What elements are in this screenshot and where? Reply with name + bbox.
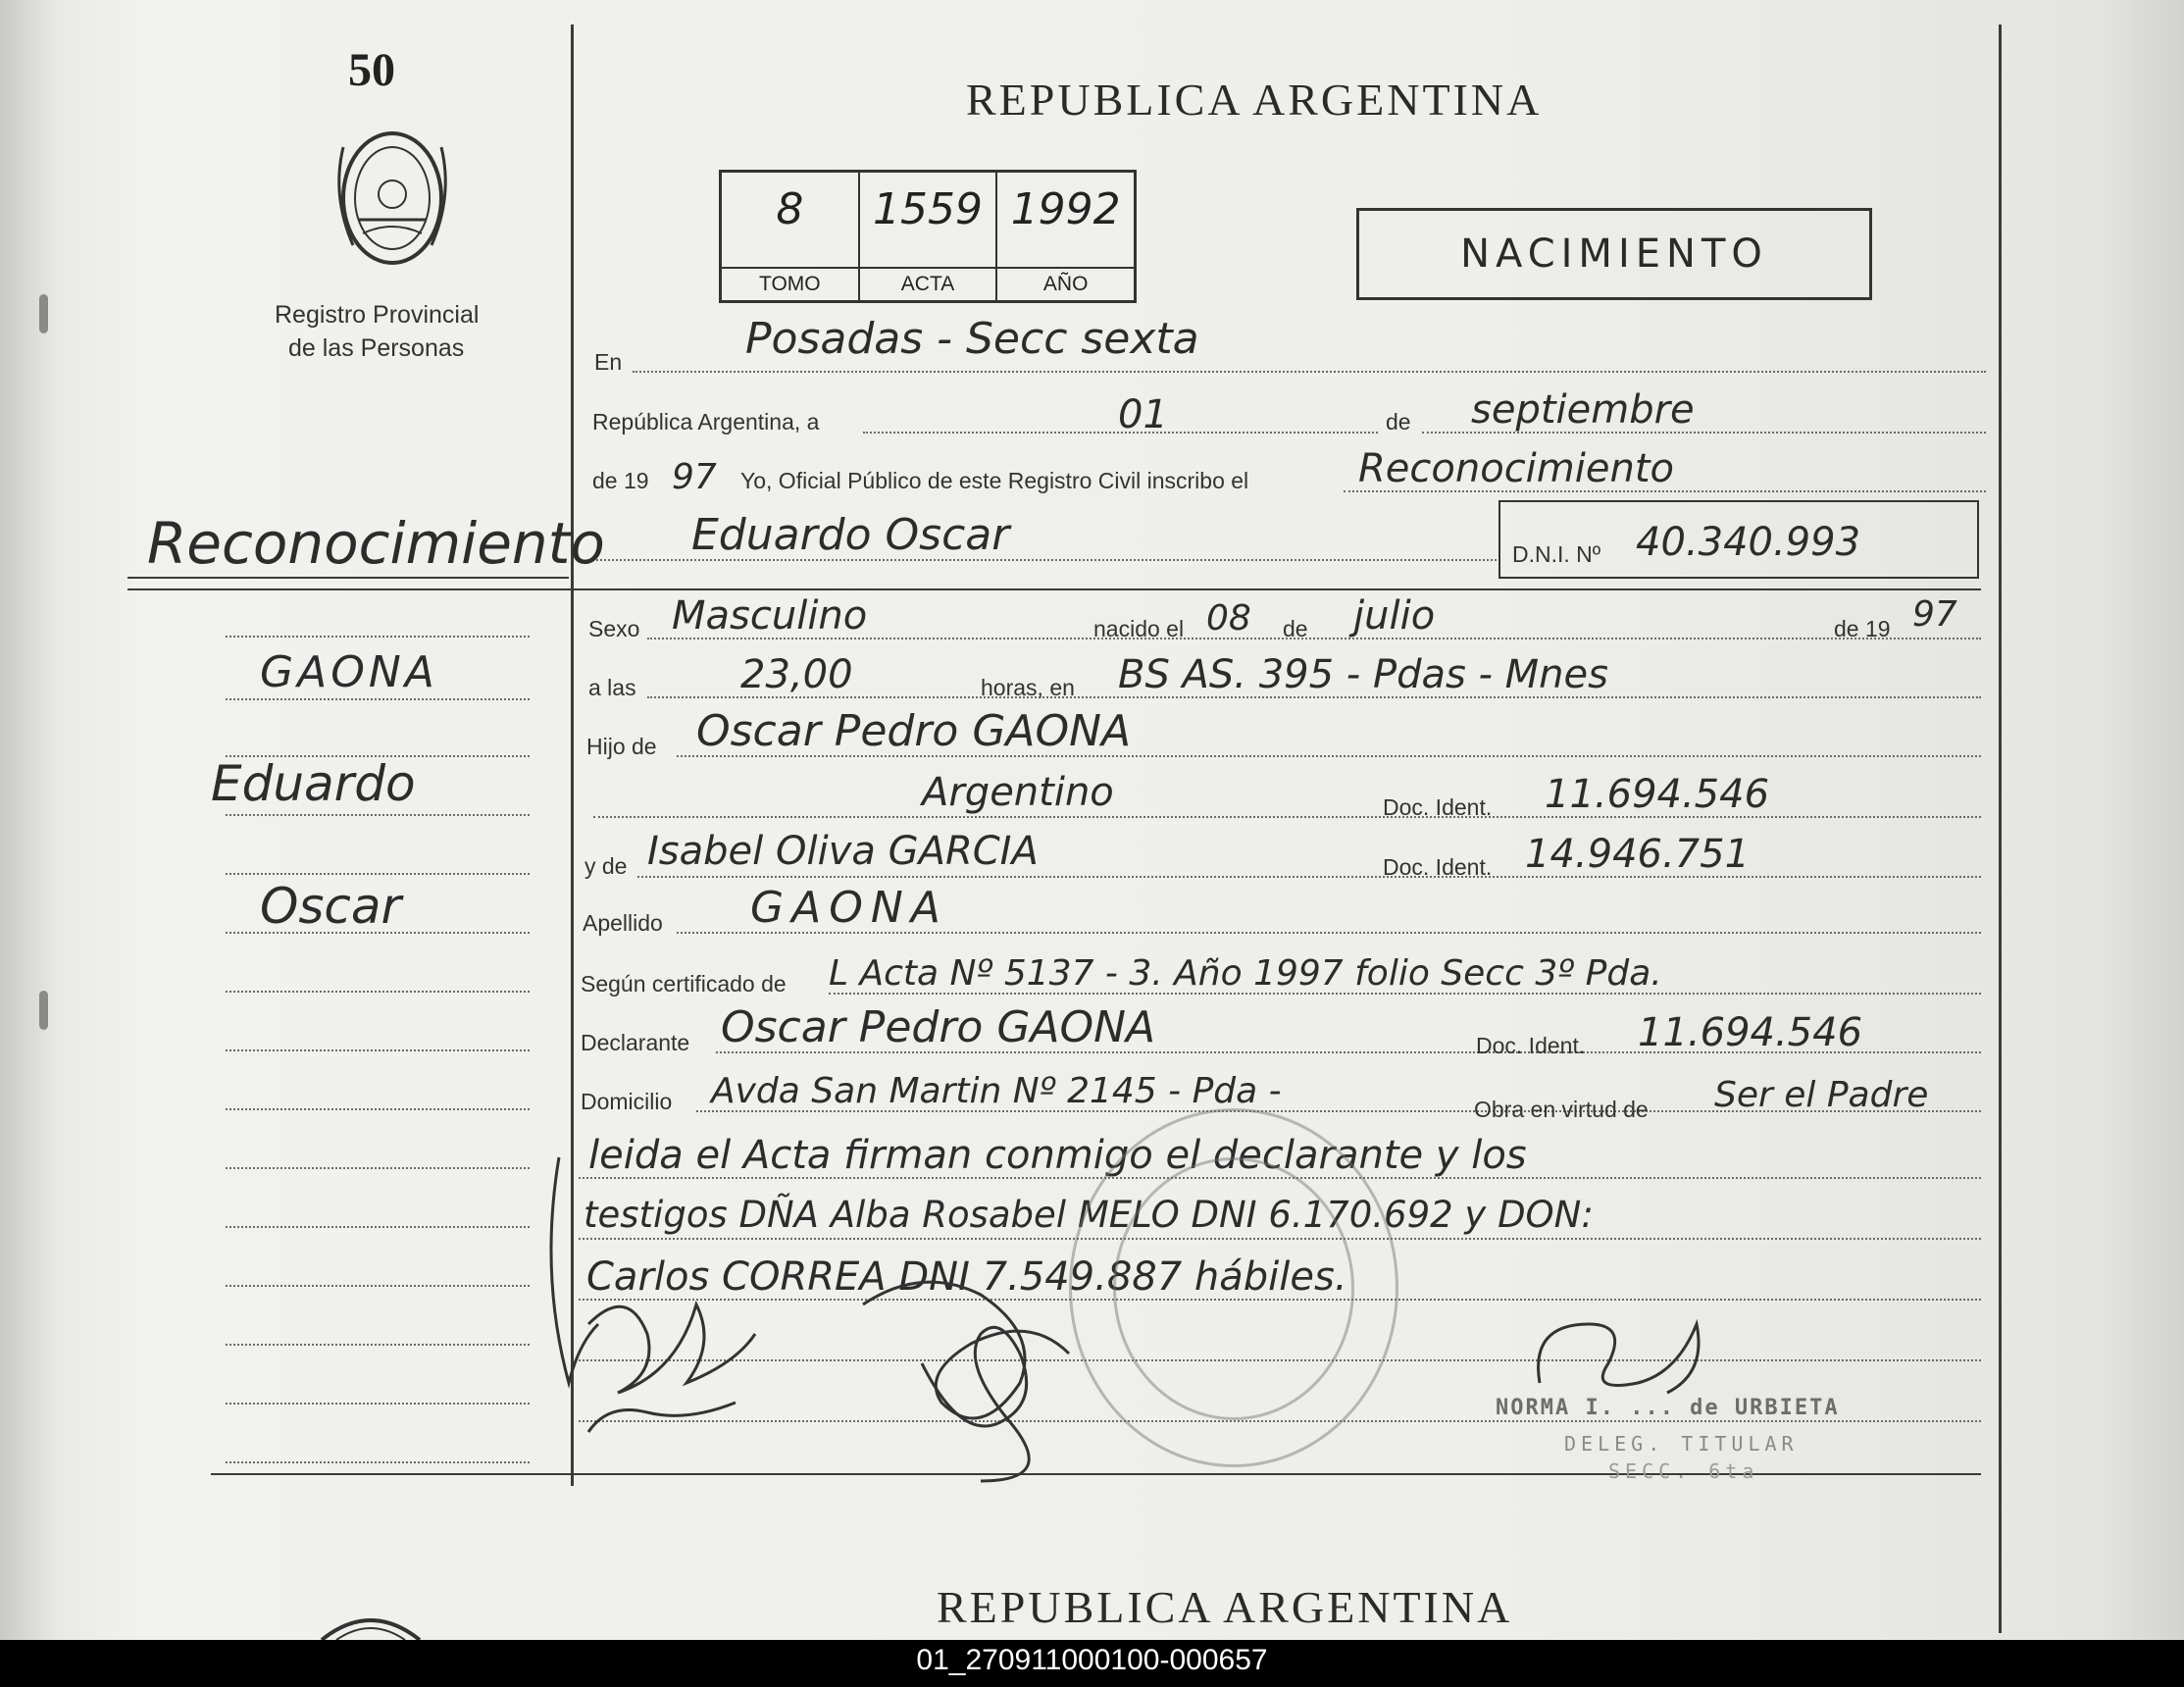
a-las-label: a las <box>588 675 636 700</box>
margin-line <box>226 1226 530 1228</box>
anio-value: 1992 <box>1010 184 1121 234</box>
margin-title: Reconocimiento <box>147 510 605 577</box>
segun-label: Según certificado de <box>581 971 787 997</box>
observation-line-3: Carlos CORREA DNI 7.549.887 hábiles. <box>586 1254 1347 1300</box>
nacido-el-label: nacido el <box>1093 616 1185 641</box>
margin-line <box>226 1344 530 1346</box>
margin-line <box>226 1461 530 1463</box>
tomo-cell <box>722 173 860 300</box>
act-type-value: Reconocimiento <box>1358 446 1674 491</box>
declarante-label: Declarante <box>581 1030 690 1055</box>
margin-line <box>226 698 530 700</box>
address-value: Avda San Martin Nº 2145 - Pda - <box>711 1071 1282 1111</box>
acta-cell <box>860 173 998 300</box>
father-nationality-value: Argentino <box>922 770 1114 815</box>
father-doc-value: 11.694.546 <box>1545 772 1770 817</box>
record-type-badge: NACIMIENTO <box>1356 208 1872 300</box>
sex-value: Masculino <box>672 593 868 639</box>
registry-name-line2: de las Personas <box>288 334 465 362</box>
dni-label: D.N.I. Nº <box>1512 541 1601 567</box>
sexo-label: Sexo <box>588 616 640 641</box>
surname-value: GAONA <box>750 883 948 933</box>
declarant-doc-value: 11.694.546 <box>1638 1010 1863 1055</box>
margin-line <box>226 873 530 875</box>
next-record-title: REPUBLICA ARGENTINA <box>937 1582 1513 1632</box>
margin-line <box>226 991 530 993</box>
de-19-label: de 19 <box>592 468 649 493</box>
provincial-coat-of-arms-icon <box>312 1609 430 1640</box>
official-stamp-line1: NORMA I. ... de URBIETA <box>1496 1396 1840 1420</box>
birth-month-value: julio <box>1353 593 1436 639</box>
margin-firstname: Eduardo <box>211 755 416 812</box>
field-line <box>637 876 1981 878</box>
doc-ident-label-2: Doc. Ident. <box>1383 854 1493 880</box>
dni-value: 40.340.993 <box>1636 520 1861 565</box>
margin-line <box>226 1049 530 1051</box>
field-line <box>633 371 1986 373</box>
binding-hole <box>39 294 48 333</box>
margin-middlename: Oscar <box>260 878 402 935</box>
month-value: septiembre <box>1471 387 1695 433</box>
republica-label: República Argentina, a <box>592 409 820 435</box>
year-suffix-value: 97 <box>672 457 717 497</box>
binding-hole <box>39 991 48 1030</box>
mother-doc-value: 14.946.751 <box>1525 832 1751 877</box>
margin-line <box>226 1285 530 1287</box>
margin-line <box>226 1167 530 1169</box>
obra-label: Obra en virtud de <box>1474 1097 1649 1122</box>
declarant-value: Oscar Pedro GAONA <box>721 1002 1156 1052</box>
anio-label: AÑO <box>997 267 1134 300</box>
record-number-box <box>719 170 1137 303</box>
image-caption: 01_270911000100-000657 <box>916 1644 1268 1676</box>
de-year-label: de 19 <box>1834 616 1891 641</box>
acta-value: 1559 <box>873 184 983 234</box>
margin-surname: GAONA <box>260 647 438 697</box>
y-de-label: y de <box>584 853 628 879</box>
father-name-value: Oscar Pedro GAONA <box>696 706 1132 756</box>
acta-label: ACTA <box>860 267 996 300</box>
registry-name-line1: Registro Provincial <box>275 301 480 329</box>
en-label: En <box>594 349 623 375</box>
header-title: REPUBLICA ARGENTINA <box>966 75 1543 125</box>
hijo-de-label: Hijo de <box>586 734 657 759</box>
apellido-label: Apellido <box>583 910 663 936</box>
place-value: Posadas - Secc sexta <box>745 314 1199 364</box>
oficial-label: Yo, Oficial Público de este Registro Civil inscribo el <box>740 468 1249 493</box>
official-stamp-line2: DELEG. TITULAR <box>1564 1432 1799 1456</box>
margin-line <box>226 1403 530 1405</box>
mother-name-value: Isabel Oliva GARCIA <box>647 829 1039 874</box>
provincial-coat-of-arms-icon <box>324 118 461 275</box>
field-line <box>593 816 1981 818</box>
de-label: de <box>1386 409 1411 435</box>
observation-line-2: testigos DÑA Alba Rosabel MELO DNI 6.170.692 y DON: <box>584 1194 1594 1236</box>
birth-place-value: BS AS. 395 - Pdas - Mnes <box>1118 652 1608 697</box>
margin-title-underline <box>127 577 569 579</box>
margin-line <box>226 1108 530 1110</box>
signatures-graphic <box>530 1138 2020 1530</box>
birth-day-value: 08 <box>1206 598 1251 639</box>
day-value: 01 <box>1118 392 1168 437</box>
tomo-value: 8 <box>776 184 804 234</box>
margin-line <box>226 814 530 816</box>
tomo-label: TOMO <box>722 267 858 300</box>
official-stamp-line3: SECC. 6ta <box>1608 1459 1759 1483</box>
margin-line <box>226 636 530 638</box>
doc-ident-label-3: Doc. Ident. <box>1476 1033 1586 1058</box>
child-name-value: Eduardo Oscar <box>691 510 1010 560</box>
observation-line-1: leida el Acta firman conmigo el declarante y los <box>588 1133 1527 1178</box>
birth-year-value: 97 <box>1912 594 1957 635</box>
page-number: 50 <box>348 44 395 96</box>
domicilio-label: Domicilio <box>581 1089 673 1114</box>
birth-hour-value: 23,00 <box>740 652 853 697</box>
obra-value: Ser el Padre <box>1714 1075 1929 1115</box>
doc-ident-label-1: Doc. Ident. <box>1383 794 1493 820</box>
horas-en-label: horas, en <box>981 675 1075 700</box>
rule-line <box>127 588 1981 590</box>
anio-cell <box>997 173 1134 300</box>
certificate-value: L Acta Nº 5137 - 3. Año 1997 folio Secc 3º Pda. <box>829 953 1662 994</box>
de-month-label: de <box>1283 616 1308 641</box>
